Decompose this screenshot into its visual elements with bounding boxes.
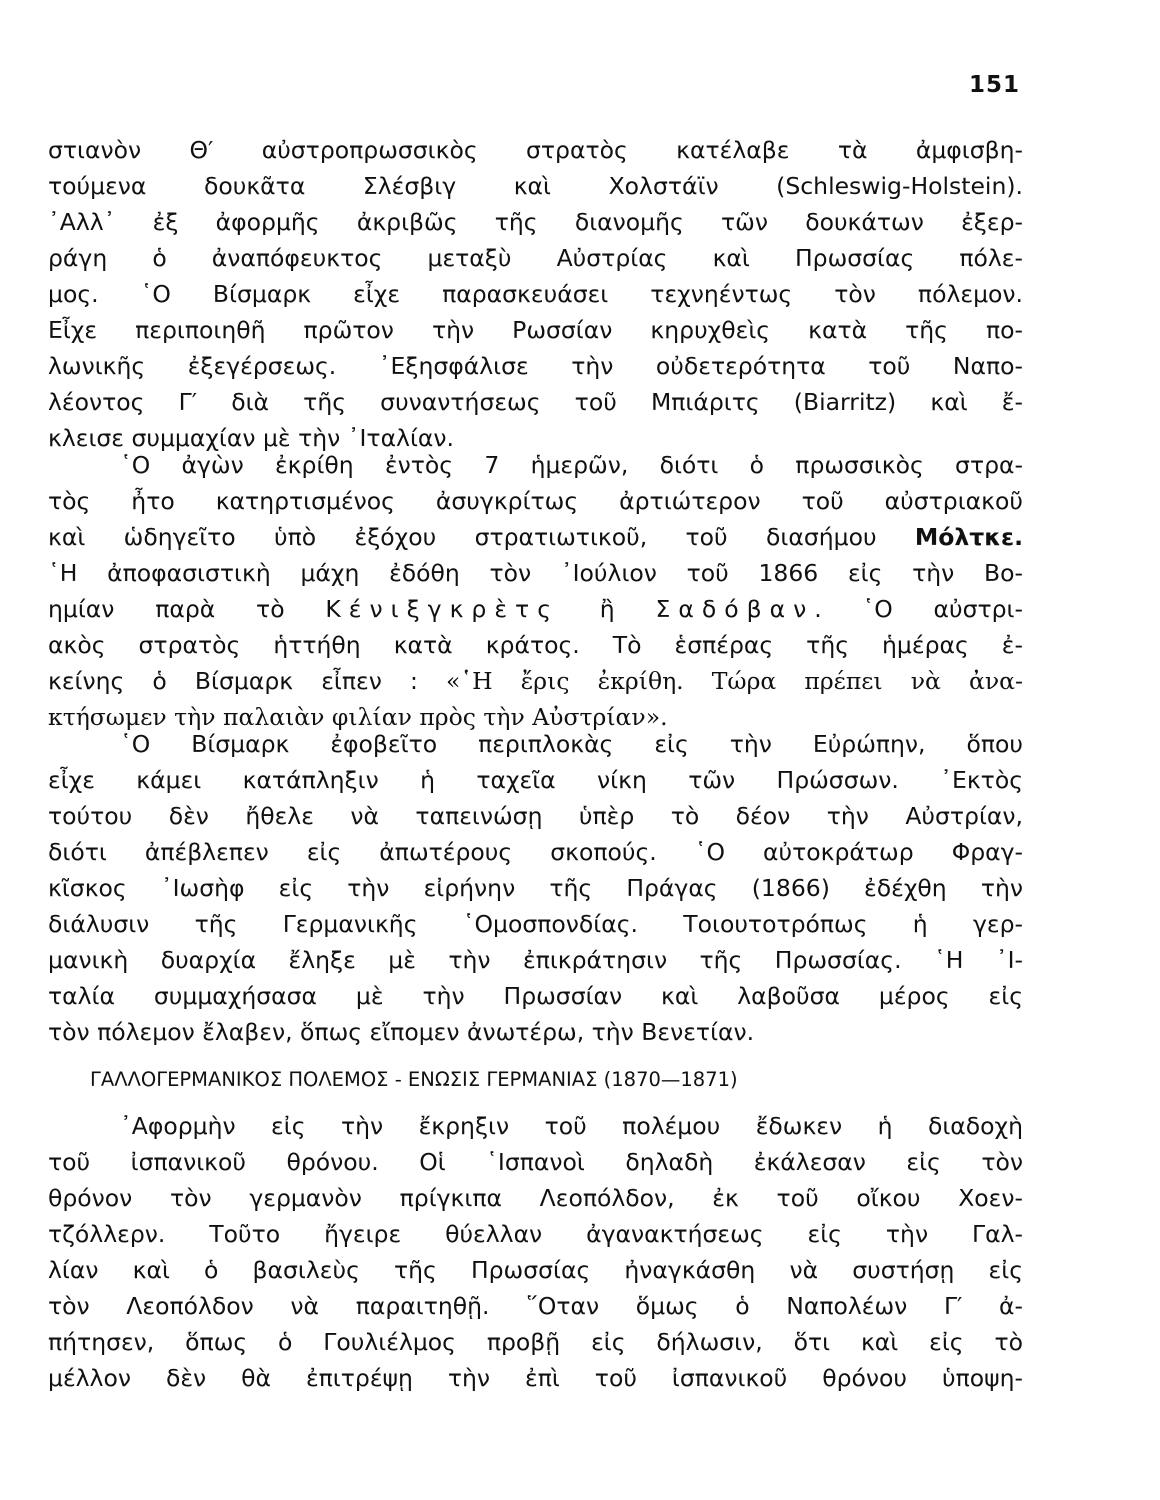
text-line: εἶχε κάμει κατάπληξιν ἡ ταχεῖα νίκη τῶν Πρώσσων. ᾿Εκτὸς (48, 766, 1023, 794)
text-line: λωνικῆς ἐξεγέρσεως. ᾿Εξησφάλισε τὴν οὐδετερότητα τοῦ Ναπο- (48, 352, 1023, 380)
text-line: διότι ἀπέβλεπεν εἰς ἀπωτέρους σκοπούς. ῾Ο αὐτοκράτωρ Φραγ- (48, 838, 1023, 866)
text-run: ἢ (559, 595, 656, 623)
text-run: . ῾Ο αὐστρι- (814, 595, 1023, 623)
quote-text: «῾Η ἔρις ἐκρίθη. (445, 667, 712, 695)
text-line: κτήσωμεν τὴν παλαιὰν φιλίαν πρὸς τὴν Αὐστρίαν». (48, 703, 668, 731)
paragraph-first-line: ῾Ο Βίσμαρκ ἐφοβεῖτο περιπλοκὰς εἰς τὴν Εὐρώπην, ὅπου (120, 730, 1023, 758)
text-line: τὸν Λεοπόλδον νὰ παραιτηθῇ. ῞Οταν ὅμως ὁ Ναπολέων Γ′ ἀ- (48, 1292, 1023, 1320)
bold-name-moltke: Μόλτκε. (914, 523, 1023, 551)
quote-text: Τώρα πρέπει νὰ ἀνα- (711, 667, 1023, 695)
page-number: 151 (968, 72, 1020, 98)
text-line: τούμενα δουκᾶτα Σλέσβιγ καὶ Χολστάϊν (Schleswig-Holstein). (48, 172, 1023, 200)
text-line: τὸς ἦτο κατηρτισμένος ἀσυγκρίτως ἀρτιώτερον τοῦ αὐστριακοῦ (48, 487, 1023, 515)
spaced-name-sadovan: Σαδόβαν (655, 595, 815, 623)
text-run: ημίαν παρὰ τὸ (48, 595, 326, 623)
text-line: μανικὴ δυαρχία ἔληξε μὲ τὴν ἐπικράτησιν τῆς Πρωσσίας. ῾Η ᾿Ι- (48, 946, 1023, 974)
section-title: ΓΑΛΛΟΓΕΡΜΑΝΙΚΟΣ ΠΟΛΕΜΟΣ - ΕΝΩΣΙΣ ΓΕΡΜΑΝΙΑΣ (90, 1068, 598, 1091)
spaced-name-kenigkrets: Κένιξγκρὲτς (325, 595, 559, 623)
text-line-spaced-names (48, 591, 1023, 627)
text-line: ᾿Αλλ᾿ ἐξ ἀφορμῆς ἀκριβῶς τῆς διανομῆς τῶν δουκάτων ἐξερ- (48, 208, 1023, 236)
text-line-quote (48, 663, 1023, 699)
text-line: μέλλον δὲν θὰ ἐπιτρέψῃ τὴν ἐπὶ τοῦ ἰσπανικοῦ θρόνου ὑποψη- (48, 1364, 1023, 1392)
text-line: κλεισε συμμαχίαν μὲ τὴν ᾿Ιταλίαν. (48, 424, 455, 452)
text-line: ῾Η ἀποφασιστικὴ μάχη ἐδόθη τὸν ᾿Ιούλιον τοῦ 1866 εἰς τὴν Βο- (48, 559, 1023, 587)
text-line: μος. ῾Ο Βίσμαρκ εἶχε παρασκευάσει τεχνηέντως τὸν πόλεμον. (48, 280, 1023, 308)
paragraph-first-line: ᾿Αφορμὴν εἰς τὴν ἔκρηξιν τοῦ πολέμου ἔδωκεν ἡ διαδοχὴ (120, 1112, 1023, 1140)
text-line: λίαν καὶ ὁ βασιλεὺς τῆς Πρωσσίας ἠναγκάσθη νὰ συστήσῃ εἰς (48, 1256, 1023, 1284)
text-line: ράγη ὁ ἀναπόφευκτος μεταξὺ Αὐστρίας καὶ Πρωσσίας πόλε- (48, 244, 1023, 272)
text-line: στιανὸν Θ′ αὐστροπρωσσικὸς στρατὸς κατέλαβε τὰ ἀμφισβη- (48, 136, 1023, 164)
text-line: τὸν πόλεμον ἔλαβεν, ὅπως εἴπομεν ἀνωτέρω, τὴν Βενετίαν. (48, 1018, 755, 1046)
section-dates: (1870—1871) (603, 1068, 738, 1091)
section-heading (90, 1062, 990, 1098)
text-line: λέοντος Γ′ διὰ τῆς συναντήσεως τοῦ Μπιάριτς (Biarritz) καὶ ἔ- (48, 388, 1023, 416)
text-line: διάλυσιν τῆς Γερμανικῆς ῾Ομοσπονδίας. Τοιουτοτρόπως ἡ γερ- (48, 910, 1023, 938)
text-line-moltke (48, 519, 1023, 555)
text-line: κῖσκος ᾿Ιωσὴφ εἰς τὴν εἰρήνην τῆς Πράγας (1866) ἐδέχθη τὴν (48, 874, 1023, 902)
text-line: ακὸς στρατὸς ἡττήθη κατὰ κράτος. Τὸ ἑσπέρας τῆς ἡμέρας ἐ- (48, 631, 1023, 659)
text-line: τοῦ ἰσπανικοῦ θρόνου. Οἱ ῾Ισπανοὶ δηλαδὴ ἐκάλεσαν εἰς τὸν (48, 1148, 1023, 1176)
text-run: καὶ ὡδηγεῖτο ὑπὸ ἐξόχου στρατιωτικοῦ, τοῦ διασήμου (48, 523, 915, 551)
text-line: θρόνον τὸν γερμανὸν πρίγκιπα Λεοπόλδον, ἐκ τοῦ οἴκου Χοεν- (48, 1184, 1023, 1212)
text-run: κείνης ὁ Βίσμαρκ εἶπεν : (48, 667, 446, 695)
text-line: πήτησεν, ὅπως ὁ Γουλιέλμος προβῇ εἰς δήλωσιν, ὅτι καὶ εἰς τὸ (48, 1328, 1023, 1356)
text-line: τούτου δὲν ἤθελε νὰ ταπεινώσῃ ὑπὲρ τὸ δέον τὴν Αὐστρίαν, (48, 802, 1023, 830)
text-line: τζόλλερν. Τοῦτο ἤγειρε θύελλαν ἀγανακτήσεως εἰς τὴν Γαλ- (48, 1220, 1023, 1248)
paragraph-first-line: ῾Ο ἀγὼν ἐκρίθη ἐντὸς 7 ἡμερῶν, διότι ὁ πρωσσικὸς στρα- (120, 451, 1023, 479)
text-line: ταλία συμμαχήσασα μὲ τὴν Πρωσσίαν καὶ λαβοῦσα μέρος εἰς (48, 982, 1023, 1010)
text-line: Εἶχε περιποιηθῆ πρῶτον τὴν Ρωσσίαν κηρυχθεὶς κατὰ τῆς πο- (48, 316, 1023, 344)
